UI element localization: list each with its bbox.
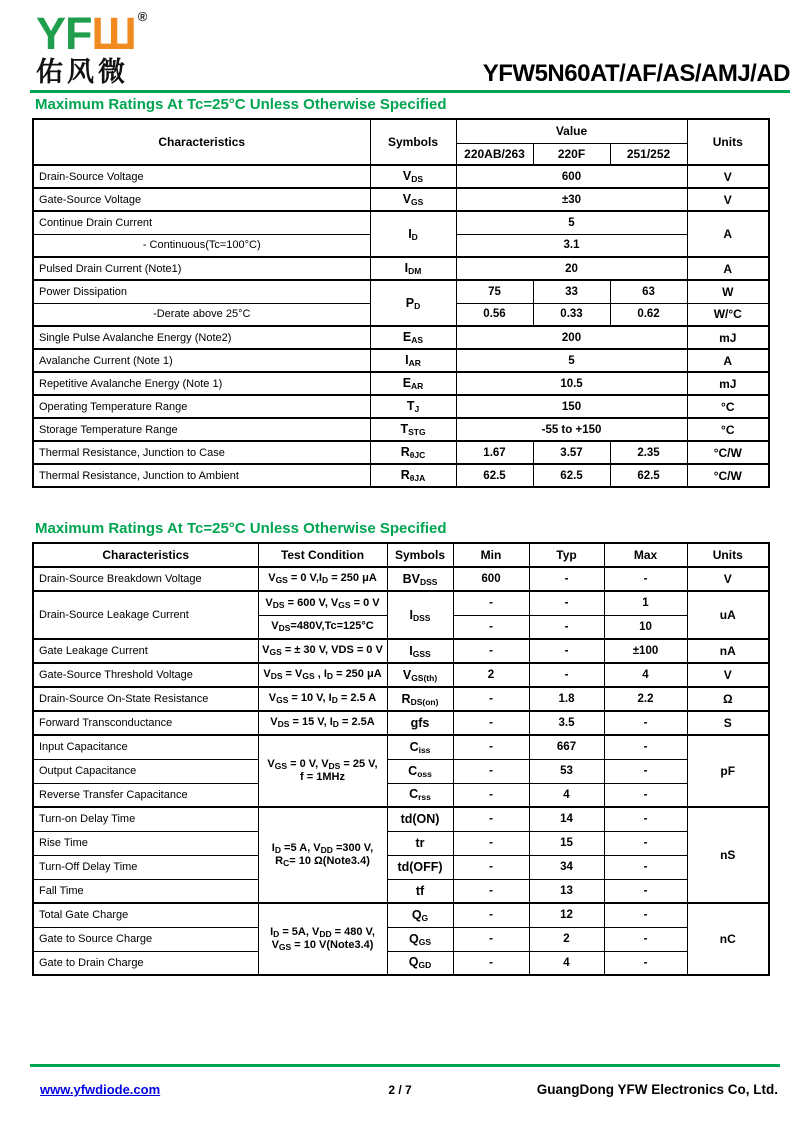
value-cell: 3.57 (533, 441, 610, 464)
characteristic-label: Drain-Source On-State Resistance (33, 687, 258, 711)
unit-label: uA (687, 591, 769, 639)
value-cell: ±100 (604, 639, 687, 663)
unit-label: °C/W (687, 441, 769, 464)
unit-label: A (687, 257, 769, 280)
unit-label: mJ (687, 372, 769, 395)
table-row (33, 188, 769, 211)
table-row (33, 807, 769, 831)
table-row (33, 663, 769, 687)
symbol-label: $I_{DSS}$ (387, 591, 453, 639)
value-cell: 1 (604, 591, 687, 615)
unit-label: W/°C (687, 303, 769, 326)
value-cell: - (604, 879, 687, 903)
value-cell: 4 (529, 951, 604, 975)
characteristic-label: -Derate above 25°C (33, 303, 370, 326)
symbol-label: $C_{iss}$ (387, 735, 453, 759)
value-cell: - (453, 711, 529, 735)
brand-logo (36, 10, 146, 86)
value-cell: - (453, 687, 529, 711)
characteristic-label: Thermal Resistance, Junction to Ambient (33, 464, 370, 487)
characteristic-label: Forward Transconductance (33, 711, 258, 735)
unit-label: nS (687, 807, 769, 903)
symbol-label: tf (387, 879, 453, 903)
table-row (33, 165, 769, 188)
value-cell: 10.5 (456, 372, 687, 395)
maximum-ratings-table-body (33, 119, 769, 487)
characteristic-label: Thermal Resistance, Junction to Case (33, 441, 370, 464)
value-cell: - (604, 711, 687, 735)
value-cell: 5 (456, 349, 687, 372)
header-rule (30, 90, 790, 93)
table-row (33, 257, 769, 280)
value-cell: 12 (529, 903, 604, 927)
value-cell: - (604, 783, 687, 807)
column-header: Units (687, 543, 769, 567)
table-row (33, 211, 769, 234)
table-row (33, 783, 769, 807)
table-row (33, 735, 769, 759)
characteristic-label: Gate to Drain Charge (33, 951, 258, 975)
table-row (33, 927, 769, 951)
symbol-label: $R_{DS(on)}$ (387, 687, 453, 711)
characteristic-label: Input Capacitance (33, 735, 258, 759)
characteristic-label: Rise Time (33, 831, 258, 855)
unit-label: nA (687, 639, 769, 663)
value-cell: - (604, 735, 687, 759)
test-condition: $I_D =5$ A, $V_{DD} =300$ V, $R_C= 10$ Ω(Note3.4) (258, 807, 387, 903)
symbol-label: $BV_{DSS}$ (387, 567, 453, 591)
column-header: Typ (529, 543, 604, 567)
value-cell: - (453, 807, 529, 831)
registered-mark: ® (137, 9, 147, 24)
characteristic-label: Gate Leakage Current (33, 639, 258, 663)
value-cell: 2.2 (604, 687, 687, 711)
test-condition: $V_{DS} = V_{GS}$ , $I_D = 250$ μA (258, 663, 387, 687)
value-cell: - (604, 807, 687, 831)
symbol-label: gfs (387, 711, 453, 735)
symbol-label: $V_{GS}$ (370, 188, 456, 211)
value-cell: 75 (456, 280, 533, 303)
value-cell: 3.5 (529, 711, 604, 735)
characteristic-label: Drain-Source Voltage (33, 165, 370, 188)
value-cell: 33 (533, 280, 610, 303)
table-row (33, 326, 769, 349)
unit-label: °C (687, 395, 769, 418)
column-header: 251/252 (610, 143, 687, 165)
table-row (33, 687, 769, 711)
value-cell: - (453, 615, 529, 639)
column-header: Symbols (370, 119, 456, 165)
brand-name-chinese: 佑风微 (36, 57, 129, 87)
characteristic-label: Power Dissipation (33, 280, 370, 303)
column-header: 220AB/263 (456, 143, 533, 165)
table-row (33, 567, 769, 591)
value-cell: - (453, 927, 529, 951)
characteristic-label: Continue Drain Current (33, 211, 370, 234)
symbol-label: $T_J$ (370, 395, 456, 418)
symbol-label: $R_{\theta JA}$ (370, 464, 456, 487)
unit-label: V (687, 567, 769, 591)
value-cell: - (529, 639, 604, 663)
table-row (33, 711, 769, 735)
value-cell: 1.8 (529, 687, 604, 711)
characteristic-label: - Continuous(Tc=100°C) (33, 234, 370, 257)
brand-logo-text (36, 8, 147, 59)
value-cell: - (604, 759, 687, 783)
logo-letters-yf: YF (36, 8, 92, 59)
value-cell: 15 (529, 831, 604, 855)
value-cell: 53 (529, 759, 604, 783)
value-cell: - (604, 831, 687, 855)
table-row (33, 395, 769, 418)
column-header: Characteristics (33, 119, 370, 165)
value-cell: - (453, 855, 529, 879)
value-cell: - (453, 783, 529, 807)
characteristic-label: Output Capacitance (33, 759, 258, 783)
value-cell: - (453, 831, 529, 855)
logo-letter-w: Ш (91, 8, 136, 59)
value-cell: 600 (453, 567, 529, 591)
electrical-characteristics-table (32, 542, 770, 976)
unit-label: V (687, 663, 769, 687)
symbol-label: $V_{DS}$ (370, 165, 456, 188)
unit-label: A (687, 211, 769, 257)
website-link[interactable]: www.yfwdiode.com (40, 1082, 161, 1097)
part-number: YFW5N60AT/AF/AS/AMJ/AD (482, 60, 790, 87)
value-cell: - (453, 735, 529, 759)
test-condition: $V_{GS} = 10$ V, $I_D = 2.5$ A (258, 687, 387, 711)
value-cell: 14 (529, 807, 604, 831)
table-row (33, 759, 769, 783)
value-cell: - (529, 615, 604, 639)
column-header: Test Condition (258, 543, 387, 567)
section-title-maximum-ratings: Maximum Ratings At Tc=25°C Unless Otherwise Specified (35, 96, 447, 113)
value-cell: 0.33 (533, 303, 610, 326)
characteristic-label: Gate-Source Threshold Voltage (33, 663, 258, 687)
characteristic-label: Gate-Source Voltage (33, 188, 370, 211)
column-header: Characteristics (33, 543, 258, 567)
value-cell: - (529, 591, 604, 615)
value-cell: - (453, 951, 529, 975)
value-cell: 2.35 (610, 441, 687, 464)
characteristic-label: Gate to Source Charge (33, 927, 258, 951)
column-header: Max (604, 543, 687, 567)
value-cell: - (453, 903, 529, 927)
symbol-label: $I_{DM}$ (370, 257, 456, 280)
symbol-label: $Q_{GS}$ (387, 927, 453, 951)
value-cell: 1.67 (456, 441, 533, 464)
value-cell: 62.5 (456, 464, 533, 487)
characteristic-label: Repetitive Avalanche Energy (Note 1) (33, 372, 370, 395)
electrical-characteristics-table-body (33, 543, 769, 975)
unit-label: °C (687, 418, 769, 441)
value-cell: 4 (604, 663, 687, 687)
value-cell: - (604, 927, 687, 951)
table-row (33, 879, 769, 903)
symbol-label: $I_{AR}$ (370, 349, 456, 372)
value-cell: - (529, 663, 604, 687)
symbol-label: $R_{\theta JC}$ (370, 441, 456, 464)
column-header: 220F (533, 143, 610, 165)
table-row (33, 418, 769, 441)
maximum-ratings-table (32, 118, 770, 488)
value-cell: 2 (453, 663, 529, 687)
characteristic-label: Turn-on Delay Time (33, 807, 258, 831)
symbol-label: $P_D$ (370, 280, 456, 326)
symbol-label: $T_{STG}$ (370, 418, 456, 441)
value-cell: - (604, 567, 687, 591)
table-row (33, 591, 769, 615)
value-cell: 3.1 (456, 234, 687, 257)
column-header: Value (456, 119, 687, 143)
column-header: Symbols (387, 543, 453, 567)
test-condition: $V_{DS} = 600$ V, $V_{GS} = 0$ V (258, 591, 387, 615)
value-cell: - (453, 639, 529, 663)
value-cell: - (453, 879, 529, 903)
characteristic-label: Storage Temperature Range (33, 418, 370, 441)
value-cell: 0.62 (610, 303, 687, 326)
characteristic-label: Reverse Transfer Capacitance (33, 783, 258, 807)
symbol-label: td(ON) (387, 807, 453, 831)
unit-label: S (687, 711, 769, 735)
symbol-label: $C_{rss}$ (387, 783, 453, 807)
value-cell: 600 (456, 165, 687, 188)
test-condition: $V_{GS} = 0$ $V,I_D = 250$ μA (258, 567, 387, 591)
symbol-label: $E_{AR}$ (370, 372, 456, 395)
table-row (33, 855, 769, 879)
characteristic-label: Pulsed Drain Current (Note1) (33, 257, 370, 280)
value-cell: 34 (529, 855, 604, 879)
value-cell: 2 (529, 927, 604, 951)
column-header: Units (687, 119, 769, 165)
unit-label: A (687, 349, 769, 372)
value-cell: 63 (610, 280, 687, 303)
unit-label: pF (687, 735, 769, 807)
value-cell: 62.5 (533, 464, 610, 487)
value-cell: - (604, 855, 687, 879)
symbol-label: $E_{AS}$ (370, 326, 456, 349)
test-condition: $V_{DS} = 15$ V, $I_D = 2.5A$ (258, 711, 387, 735)
characteristic-label: Avalanche Current (Note 1) (33, 349, 370, 372)
value-cell: 62.5 (610, 464, 687, 487)
symbol-label: td(OFF) (387, 855, 453, 879)
unit-label: V (687, 188, 769, 211)
value-cell: 200 (456, 326, 687, 349)
test-condition: $V_{GS}$ = ± 30 V, VDS = 0 V (258, 639, 387, 663)
value-cell: -55 to +150 (456, 418, 687, 441)
symbol-label: tr (387, 831, 453, 855)
value-cell: 667 (529, 735, 604, 759)
table-row (33, 441, 769, 464)
test-condition: $V_{DS}=480V,Tc=125^\circ C$ (258, 615, 387, 639)
company-name: GuangDong YFW Electronics Co, Ltd. (536, 1082, 778, 1097)
value-cell: 4 (529, 783, 604, 807)
unit-label: V (687, 165, 769, 188)
value-cell: - (453, 591, 529, 615)
table-row (33, 639, 769, 663)
value-cell: 0.56 (456, 303, 533, 326)
characteristic-label: Drain-Source Leakage Current (33, 591, 258, 639)
value-cell: - (604, 951, 687, 975)
symbol-label: $V_{GS(th)}$ (387, 663, 453, 687)
characteristic-label: Drain-Source Breakdown Voltage (33, 567, 258, 591)
value-cell: 10 (604, 615, 687, 639)
value-cell: - (453, 759, 529, 783)
unit-label: °C/W (687, 464, 769, 487)
characteristic-label: Total Gate Charge (33, 903, 258, 927)
page-number: 2 / 7 (388, 1083, 412, 1097)
value-cell: 150 (456, 395, 687, 418)
unit-label: mJ (687, 326, 769, 349)
value-cell: - (529, 567, 604, 591)
symbol-label: $Q_{GD}$ (387, 951, 453, 975)
column-header: Min (453, 543, 529, 567)
symbol-label: $C_{oss}$ (387, 759, 453, 783)
characteristic-label: Operating Temperature Range (33, 395, 370, 418)
characteristic-label: Single Pulse Avalanche Energy (Note2) (33, 326, 370, 349)
header-row (33, 119, 769, 143)
characteristic-label: Turn-Off Delay Time (33, 855, 258, 879)
table-row (33, 951, 769, 975)
footer-rule (30, 1064, 780, 1067)
table-row (33, 280, 769, 303)
unit-label: W (687, 280, 769, 303)
table-row (33, 903, 769, 927)
unit-label: nC (687, 903, 769, 975)
value-cell: ±30 (456, 188, 687, 211)
value-cell: 13 (529, 879, 604, 903)
value-cell: 20 (456, 257, 687, 280)
symbol-label: $I_D$ (370, 211, 456, 257)
header-row (33, 543, 769, 567)
table-row (33, 831, 769, 855)
table-row (33, 464, 769, 487)
test-condition: $V_{GS} = 0$ V, $V_{DS} = 25$ V, f = 1MHz (258, 735, 387, 807)
value-cell: 5 (456, 211, 687, 234)
test-condition: $I_D = 5A$, $V_{DD} = 480$ V, $V_{GS} = 10$ V(Note3.4) (258, 903, 387, 975)
table-row (33, 372, 769, 395)
table-row (33, 349, 769, 372)
characteristic-label: Fall Time (33, 879, 258, 903)
symbol-label: $I_{GSS}$ (387, 639, 453, 663)
unit-label: Ω (687, 687, 769, 711)
symbol-label: $Q_G$ (387, 903, 453, 927)
value-cell: - (604, 903, 687, 927)
section-title-electrical-characteristics: Maximum Ratings At Tc=25°C Unless Otherwise Specified (35, 520, 447, 537)
